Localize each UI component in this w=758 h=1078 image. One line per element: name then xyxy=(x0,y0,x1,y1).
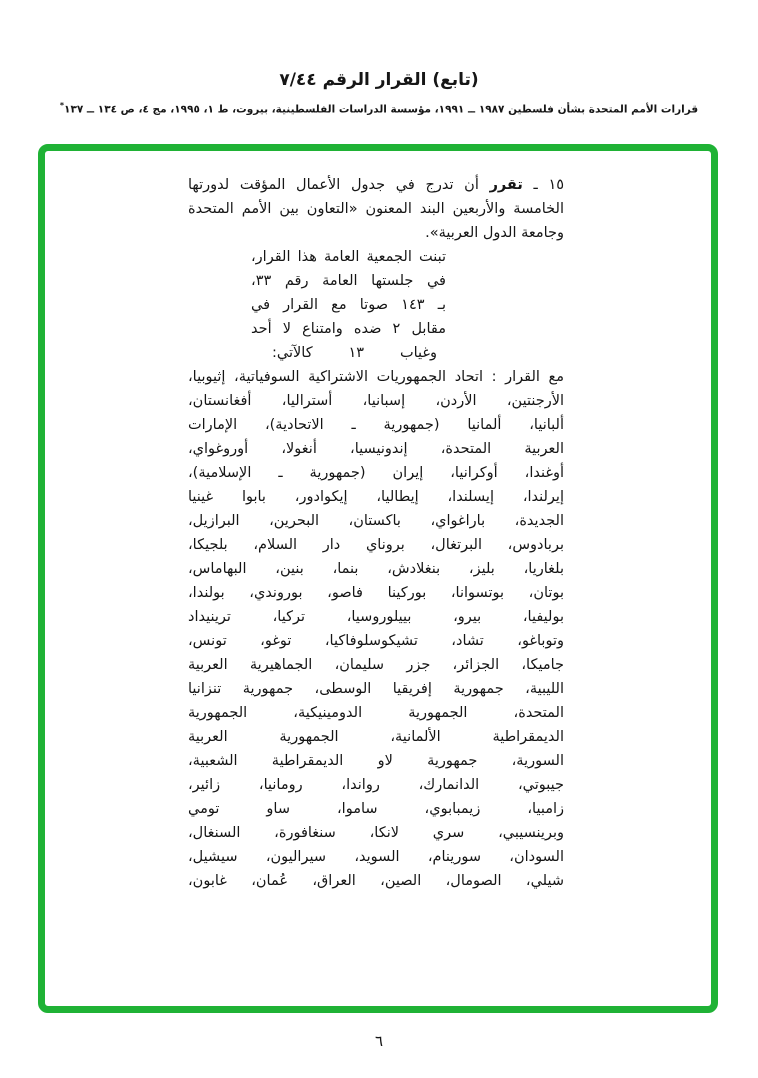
adoption-line: بـ ١٤٣ صوتا مع القرار في xyxy=(251,297,446,313)
country-list-line: السورية، جمهورية لاو الديمقراطية الشعبية، xyxy=(188,753,564,769)
page-number: ٦ xyxy=(374,1032,384,1050)
adoption-line: مقابل ٢ ضده وامتناع لا أحد xyxy=(251,321,446,337)
decision-frame xyxy=(38,144,718,1013)
country-list-line: الجديدة، باراغواي، باكستان، البحرين، البرازيل، xyxy=(188,513,564,529)
adoption-line: في جلستها العامة رقم ٣٣، xyxy=(251,273,446,289)
vote-with-first-line xyxy=(188,365,564,389)
clause-line: وجامعة الدول العربية». xyxy=(425,225,564,241)
country-list-line: جيبوتي، الدانمارك، رواندا، رومانيا، زائير، xyxy=(188,777,564,793)
adoption-line: تبنت الجمعية العامة هذا القرار، xyxy=(251,249,446,265)
vote-with-label: مع القرار : xyxy=(491,369,565,385)
resolution-text-column xyxy=(188,173,564,893)
clause-verb: تقرر xyxy=(489,177,523,193)
country-list-line: الليبية، جمهورية إفريقيا الوسطى، جمهورية تنزانيا xyxy=(188,681,564,697)
adoption-line: وغياب ١٣ كالآتي: xyxy=(272,345,437,361)
country-list-line: وتوباغو، تشاد، تشيكوسلوفاكيا، توغو، تونس، xyxy=(188,633,564,649)
footnote-marker: * xyxy=(59,101,65,110)
source-citation-line xyxy=(0,101,758,116)
country-list-line: المتحدة، الجمهورية الدومينيكية، الجمهورية xyxy=(188,705,564,721)
country-list-text: اتحاد الجمهوريات الاشتراكية السوفياتية، إثيوبيا، xyxy=(188,369,483,385)
country-list-line: جاميكا، الجزائر، جزر سليمان، الجماهيرية العربية xyxy=(188,657,564,673)
clause-line: الخامسة والأربعين البند المعنون «التعاون بين الأمم المتحدة xyxy=(188,201,564,217)
country-list-line: وبرينسيبي، سري لانكا، سنغافورة، السنغال، xyxy=(188,825,564,841)
country-list-line: شيلي، الصومال، الصين، العراق، عُمان، غابون، xyxy=(188,873,564,889)
source-citation-text: قرارات الأمم المتحدة بشأن فلسطين ١٩٨٧ ــ ١٩٩١، مؤسسة الدراسات الفلسطينية، بيروت، ط ١، ١٩٩٥، مج ٤، ص ١٣٤ ــ ١٣٧ xyxy=(64,103,699,116)
clause-line xyxy=(188,173,564,197)
country-list-line: العربية المتحدة، إندونيسيا، أنغولا، أوروغواي، xyxy=(188,441,564,457)
country-list-line: زامبيا، زيمبابوي، ساموا، ساو تومي xyxy=(188,801,564,817)
country-list-line: أوغندا، أوكرانيا، إيران (جمهورية ـ الإسلامية)، xyxy=(188,465,564,481)
country-list-line: ألبانيا، ألمانيا (جمهورية ـ الاتحادية)، الإمارات xyxy=(188,417,564,433)
country-list-line: الأرجنتين، الأردن، إسبانيا، أستراليا، أفغانستان، xyxy=(188,393,564,409)
country-list-line: بلغاريا، بليز، بنغلادش، بنما، بنين، البهاماس، xyxy=(188,561,564,577)
clause-15 xyxy=(188,173,564,245)
clause-number: ١٥ ـ xyxy=(533,177,565,193)
country-list-line: السودان، سورينام، السويد، سيراليون، سيشيل، xyxy=(188,849,564,865)
vote-with-list xyxy=(188,365,564,893)
country-list-line: إيرلندا، إيسلندا، إيطاليا، إيكوادور، بابوا غينيا xyxy=(188,489,564,505)
country-list-line: بوليفيا، بيرو، بييلوروسيا، تركيا، ترينيداد xyxy=(188,609,564,625)
country-list-line: الديمقراطية الألمانية، الجمهورية العربية xyxy=(188,729,564,745)
country-list-line: بربادوس، البرتغال، بروناي دار السلام، بلجيكا، xyxy=(188,537,564,553)
document-title: (تابع) القرار الرقم ٧/٤٤ xyxy=(279,70,479,90)
adoption-statement xyxy=(188,245,564,365)
clause-line-text: أن تدرج في جدول الأعمال المؤقت لدورتها xyxy=(188,177,479,193)
country-list-line: بوتان، بوتسوانا، بوركينا فاصو، بوروندي، بولندا، xyxy=(188,585,564,601)
